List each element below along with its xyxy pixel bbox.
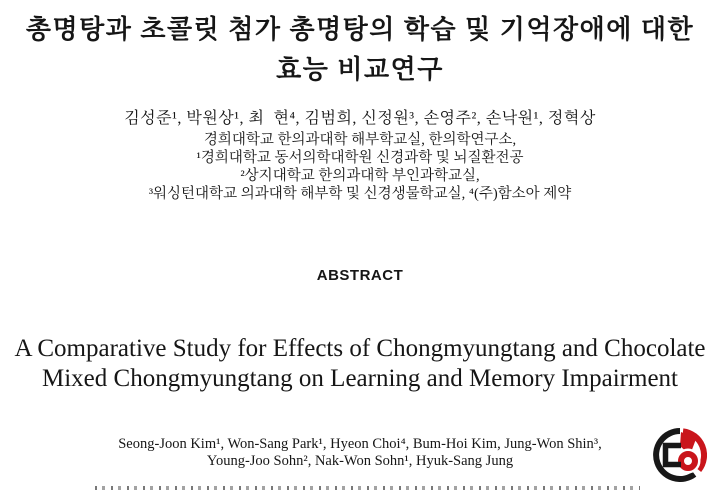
korean-author-list: 김성준¹, 박원상¹, 최 현⁴, 김범희, 신정원³, 손영주², 손낙원¹, 정혁상 [124, 110, 596, 127]
abstract-heading: ABSTRACT [316, 267, 404, 284]
affiliation-line: 경희대학교 한의과대학 해부학교실, 한의학연구소, [203, 132, 517, 148]
affiliation-line: ³워싱턴대학교 의과대학 해부학 및 신경생물학교실, ⁴(주)함소아 제약 [148, 186, 572, 202]
english-author-list [0, 436, 720, 470]
affiliation-line: ¹경희대학교 동서의학대학원 신경과학 및 뇌질환전공 [196, 150, 524, 166]
english-authors-line2: Young-Joo Sohn², Nak-Won Sohn¹, Hyuk-Sang Jung [206, 453, 514, 469]
clipped-text-line [95, 486, 640, 490]
korean-title [0, 10, 720, 90]
korean-title-line1: 총명탕과 초콜릿 첨가 총명탕의 학습 및 기억장애에 대한 [25, 15, 695, 44]
affiliation-list [0, 131, 720, 203]
english-authors-line1: Seong-Joon Kim¹, Won-Sang Park¹, Hyeon Choi⁴, Bum-Hoi Kim, Jung-Won Shin³, [118, 436, 602, 452]
journal-logo-icon [653, 428, 707, 482]
english-title-line1: A Comparative Study for Effects of Chongmyungtang and Chocolate [14, 335, 706, 362]
korean-title-line2: 효능 비교연구 [276, 55, 444, 84]
affiliation-line: ²상지대학교 한의과대학 부인과학교실, [240, 168, 480, 184]
english-title-line2: Mixed Chongmyungtang on Learning and Memory Impairment [42, 365, 678, 392]
english-title [0, 334, 720, 394]
